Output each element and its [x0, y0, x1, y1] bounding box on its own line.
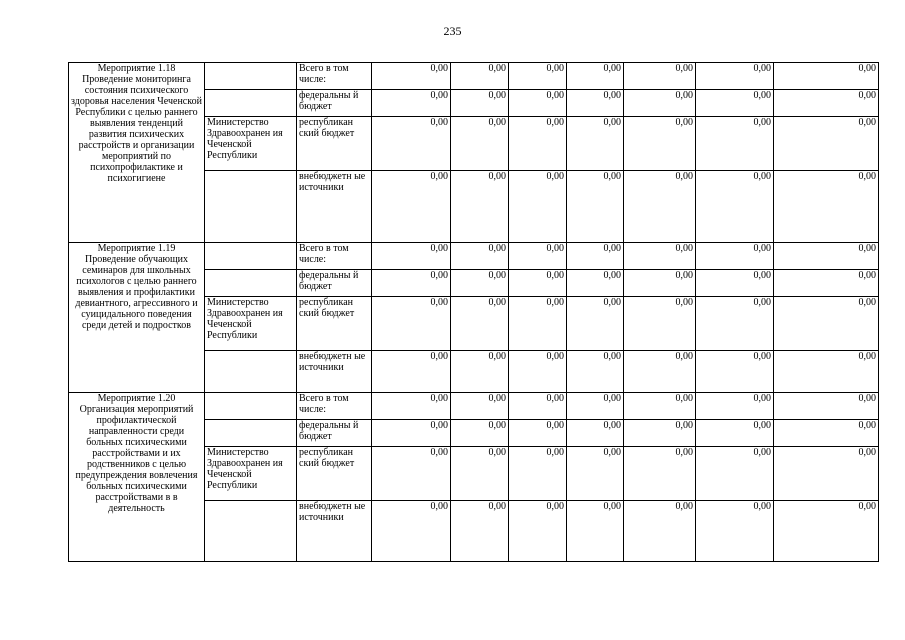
amount-cell: 0,00: [372, 297, 451, 351]
amount-cell: 0,00: [567, 420, 624, 447]
funding-source: республикан ский бюджет: [297, 117, 372, 171]
funding-source: внебюджетн ые источники: [297, 171, 372, 243]
amount-cell: 0,00: [451, 243, 509, 270]
amount-cell: 0,00: [624, 501, 696, 562]
amount-cell: 0,00: [696, 351, 774, 393]
amount-cell: 0,00: [372, 447, 451, 501]
amount-cell: 0,00: [774, 351, 879, 393]
funding-source: Всего в том числе:: [297, 243, 372, 270]
executor-cell-empty: [205, 501, 297, 562]
amount-cell: 0,00: [624, 243, 696, 270]
funding-source: внебюджетн ые источники: [297, 501, 372, 562]
amount-cell: 0,00: [372, 351, 451, 393]
amount-cell: 0,00: [567, 63, 624, 90]
amount-cell: 0,00: [567, 171, 624, 243]
executor-cell: Министерство Здравоохранен ия Чеченской Республики: [205, 117, 297, 171]
amount-cell: 0,00: [624, 90, 696, 117]
event-title: Мероприятие 1.19 Проведение обучающих семинаров для школьных психологов с целью раннего выявления и профилактики девиантного, агрессивного и суицидального поведения среди детей и подростков: [69, 243, 205, 393]
amount-cell: 0,00: [567, 243, 624, 270]
page-number: 235: [443, 24, 462, 38]
amount-cell: 0,00: [774, 447, 879, 501]
amount-cell: 0,00: [451, 351, 509, 393]
amount-cell: 0,00: [372, 243, 451, 270]
amount-cell: 0,00: [451, 171, 509, 243]
funding-source: Всего в том числе:: [297, 63, 372, 90]
amount-cell: 0,00: [696, 501, 774, 562]
executor-cell-empty: [205, 393, 297, 420]
amount-cell: 0,00: [372, 117, 451, 171]
amount-cell: 0,00: [624, 393, 696, 420]
amount-cell: 0,00: [509, 117, 567, 171]
amount-cell: 0,00: [509, 420, 567, 447]
amount-cell: 0,00: [624, 297, 696, 351]
executor-cell-empty: [205, 420, 297, 447]
amount-cell: 0,00: [509, 171, 567, 243]
executor-cell: Министерство Здравоохранен ия Чеченской Республики: [205, 447, 297, 501]
amount-cell: 0,00: [372, 420, 451, 447]
amount-cell: 0,00: [372, 90, 451, 117]
amount-cell: 0,00: [624, 447, 696, 501]
amount-cell: 0,00: [372, 393, 451, 420]
funding-source: внебюджетн ые источники: [297, 351, 372, 393]
amount-cell: 0,00: [567, 351, 624, 393]
amount-cell: 0,00: [774, 90, 879, 117]
table-row: [69, 63, 879, 90]
amount-cell: 0,00: [567, 393, 624, 420]
amount-cell: 0,00: [696, 270, 774, 297]
funding-source: республикан ский бюджет: [297, 297, 372, 351]
amount-cell: 0,00: [372, 171, 451, 243]
amount-cell: 0,00: [451, 501, 509, 562]
table-row: [69, 393, 879, 420]
amount-cell: 0,00: [774, 420, 879, 447]
amount-cell: 0,00: [624, 63, 696, 90]
executor-cell: Министерство Здравоохранен ия Чеченской Республики: [205, 297, 297, 351]
amount-cell: 0,00: [451, 270, 509, 297]
executor-cell-empty: [205, 171, 297, 243]
amount-cell: 0,00: [509, 90, 567, 117]
amount-cell: 0,00: [567, 270, 624, 297]
executor-cell-empty: [205, 351, 297, 393]
amount-cell: 0,00: [451, 90, 509, 117]
funding-source: федеральны й бюджет: [297, 420, 372, 447]
amount-cell: 0,00: [696, 63, 774, 90]
event-title: Мероприятие 1.20 Организация мероприятий профилактической направленности среди больных психическими расстройствами и их родственников с целью предупреждения вовлечения больных психическими расстройствами в в деятельность: [69, 393, 205, 562]
amount-cell: 0,00: [774, 63, 879, 90]
funding-source: Всего в том числе:: [297, 393, 372, 420]
amount-cell: 0,00: [509, 63, 567, 90]
amount-cell: 0,00: [696, 243, 774, 270]
amount-cell: 0,00: [509, 270, 567, 297]
executor-cell-empty: [205, 63, 297, 90]
amount-cell: 0,00: [451, 63, 509, 90]
amount-cell: 0,00: [774, 243, 879, 270]
amount-cell: 0,00: [509, 243, 567, 270]
amount-cell: 0,00: [567, 117, 624, 171]
amount-cell: 0,00: [696, 90, 774, 117]
amount-cell: 0,00: [774, 393, 879, 420]
amount-cell: 0,00: [624, 171, 696, 243]
amount-cell: 0,00: [696, 447, 774, 501]
executor-cell-empty: [205, 90, 297, 117]
executor-cell-empty: [205, 243, 297, 270]
amount-cell: 0,00: [372, 270, 451, 297]
amount-cell: 0,00: [509, 393, 567, 420]
event-title: Мероприятие 1.18 Проведение мониторинга состояния психического здоровья населения Чеченской Республики с целью раннего выявления тенденций развития психических расстройств и организации мероприятий по психопрофилактике и психогигиене: [69, 63, 205, 243]
amount-cell: 0,00: [451, 447, 509, 501]
budget-table: [68, 62, 879, 562]
amount-cell: 0,00: [509, 447, 567, 501]
amount-cell: 0,00: [696, 171, 774, 243]
funding-source: федеральны й бюджет: [297, 90, 372, 117]
amount-cell: 0,00: [567, 297, 624, 351]
executor-cell-empty: [205, 270, 297, 297]
amount-cell: 0,00: [509, 501, 567, 562]
amount-cell: 0,00: [624, 270, 696, 297]
amount-cell: 0,00: [451, 420, 509, 447]
funding-source: республикан ский бюджет: [297, 447, 372, 501]
amount-cell: 0,00: [567, 90, 624, 117]
amount-cell: 0,00: [774, 501, 879, 562]
amount-cell: 0,00: [774, 270, 879, 297]
amount-cell: 0,00: [624, 351, 696, 393]
amount-cell: 0,00: [567, 501, 624, 562]
amount-cell: 0,00: [624, 420, 696, 447]
amount-cell: 0,00: [774, 297, 879, 351]
amount-cell: 0,00: [372, 501, 451, 562]
amount-cell: 0,00: [567, 447, 624, 501]
amount-cell: 0,00: [696, 420, 774, 447]
amount-cell: 0,00: [509, 351, 567, 393]
amount-cell: 0,00: [451, 393, 509, 420]
amount-cell: 0,00: [696, 393, 774, 420]
table-body: [69, 63, 879, 562]
amount-cell: 0,00: [451, 297, 509, 351]
amount-cell: 0,00: [774, 171, 879, 243]
amount-cell: 0,00: [451, 117, 509, 171]
amount-cell: 0,00: [624, 117, 696, 171]
table-row: [69, 243, 879, 270]
funding-source: федеральны й бюджет: [297, 270, 372, 297]
amount-cell: 0,00: [509, 297, 567, 351]
amount-cell: 0,00: [696, 297, 774, 351]
amount-cell: 0,00: [774, 117, 879, 171]
amount-cell: 0,00: [696, 117, 774, 171]
amount-cell: 0,00: [372, 63, 451, 90]
